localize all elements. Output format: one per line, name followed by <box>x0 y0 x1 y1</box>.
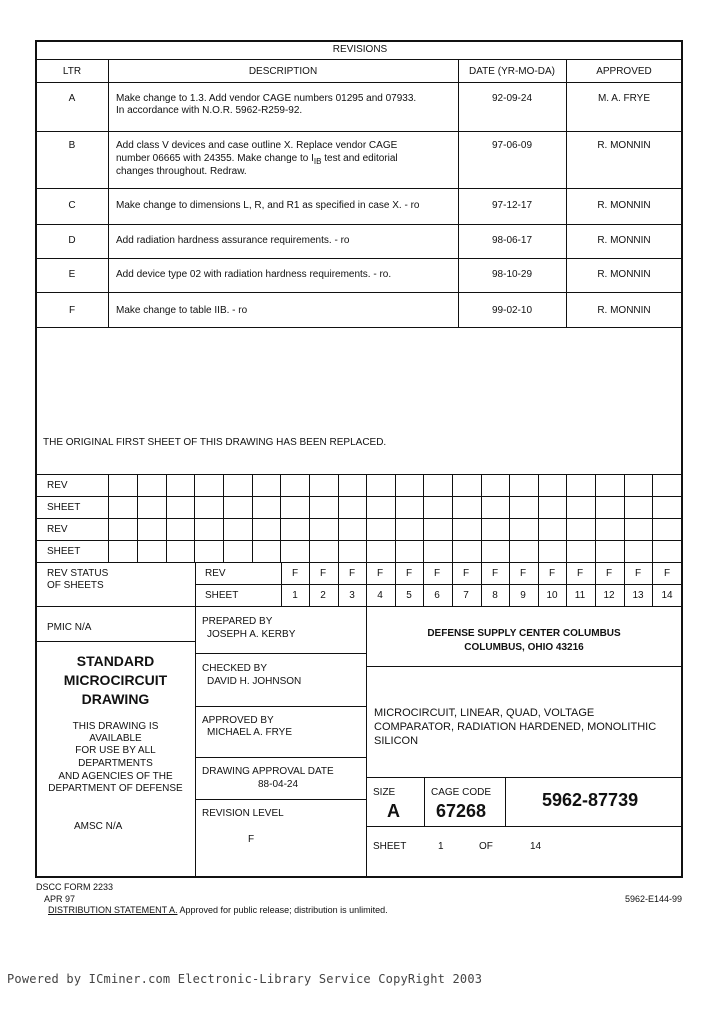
rev-letter: C <box>68 200 76 211</box>
revisions-title: REVISIONS <box>332 44 388 55</box>
approved-name: MICHAEL A. FRYE <box>207 727 293 738</box>
rev-approver: R. MONNIN <box>597 140 651 151</box>
drawing-title-line: MICROCIRCUIT, LINEAR, QUAD, VOLTAGE <box>374 707 595 719</box>
sheet-number-cell: 14 <box>661 590 673 601</box>
rev-description-line: number 06665 with 24355. Make change to $I_{IB}$ test and editorial <box>116 153 398 166</box>
approval-date-label: DRAWING APPROVAL DATE <box>202 766 334 777</box>
col-description-header: DESCRIPTION <box>248 66 318 77</box>
availability-line: THIS DRAWING IS <box>72 721 159 732</box>
sheet-number-cell: 1 <box>292 590 298 601</box>
approved-label: APPROVED BY <box>202 715 274 726</box>
rev-status-label: OF SHEETS <box>47 580 104 591</box>
agency-address: COLUMBUS, OHIO 43216 <box>464 642 584 653</box>
availability-line: DEPARTMENT OF DEFENSE <box>48 783 183 794</box>
rev-description-line: Make change to dimensions L, R, and R1 as specified in case X. - ro <box>116 200 420 211</box>
rev-row-label: REV <box>205 568 226 579</box>
rev-description-line: Make change to table IIB. - ro <box>116 305 248 316</box>
availability-line: FOR USE BY ALL <box>75 745 156 756</box>
cage-value: 67268 <box>436 801 487 821</box>
rev-description-line: Add device type 02 with radiation hardness requirements. - ro. <box>116 269 392 280</box>
sheet-number-cell: 5 <box>406 590 412 601</box>
rev-status-cell: F <box>519 568 527 579</box>
distribution-statement <box>48 905 388 915</box>
rev-approver: R. MONNIN <box>597 305 651 316</box>
rev-description-line: In accordance with N.O.R. 5962-R259-92. <box>116 105 303 116</box>
sheet-number-cell: 4 <box>377 590 383 601</box>
sheet-row-label: SHEET <box>47 546 81 557</box>
rev-date: 92-09-24 <box>491 93 533 104</box>
checked-label: CHECKED BY <box>202 663 268 674</box>
sheet-number-cell: 6 <box>434 590 440 601</box>
sheet-number-cell: 3 <box>349 590 355 601</box>
sheet-label: SHEET <box>373 841 407 852</box>
sheet-number-cell: 12 <box>603 590 615 601</box>
rev-status-label: REV STATUS <box>47 568 109 579</box>
form-date: APR 97 <box>44 894 76 904</box>
revision-level-label: REVISION LEVEL <box>202 808 284 819</box>
distribution-text: Approved for public release; distribution is unlimited. <box>177 905 388 915</box>
of-label: OF <box>479 841 493 852</box>
rev-status-cell: F <box>462 568 470 579</box>
sheet-number-cell: 10 <box>546 590 558 601</box>
rev-letter: D <box>68 235 76 246</box>
distribution-label: DISTRIBUTION STATEMENT A. <box>48 905 178 915</box>
drawing-title-line: COMPARATOR, RADIATION HARDENED, MONOLITHIC <box>374 721 657 733</box>
rev-status-cell: F <box>433 568 441 579</box>
revision-level: F <box>248 834 255 845</box>
powered-by-watermark: Powered by ICminer.com Electronic-Library Service CopyRight 2003 <box>7 972 483 986</box>
availability-line: AND AGENCIES OF THE <box>58 771 173 782</box>
rev-description-line: Make change to 1.3. Add vendor CAGE numbers 01295 and 07933. <box>116 93 417 104</box>
rev-status-cell: F <box>376 568 384 579</box>
sheet-number-cell: 9 <box>520 590 526 601</box>
sheet-number-cell: 11 <box>574 590 586 601</box>
rev-status-cell: F <box>634 568 642 579</box>
rev-description-line: changes throughout. Redraw. <box>116 166 247 177</box>
rev-description-line: Add class V devices and case outline X. Replace vendor CAGE <box>116 140 398 151</box>
rev-letter: A <box>68 93 76 104</box>
rev-date: 98-10-29 <box>491 269 533 280</box>
rev-status-cell: F <box>605 568 613 579</box>
rev-status-cell: F <box>548 568 556 579</box>
col-ltr-header: LTR <box>62 66 82 77</box>
rev-row-label: REV <box>47 480 68 491</box>
size-label: SIZE <box>373 787 396 798</box>
replaced-note: THE ORIGINAL FIRST SHEET OF THIS DRAWING HAS BEEN REPLACED. <box>43 437 387 448</box>
standard-title: MICROCIRCUIT <box>63 672 168 688</box>
pmic-label: PMIC N/A <box>47 622 92 633</box>
rev-approver: R. MONNIN <box>597 200 651 211</box>
document-code: 5962-E144-99 <box>625 894 683 904</box>
sheet-row-label: SHEET <box>205 590 239 601</box>
availability-line: AVAILABLE <box>89 733 142 744</box>
rev-date: 98-06-17 <box>491 235 533 246</box>
rev-status-cell: F <box>291 568 299 579</box>
availability-line: DEPARTMENTS <box>78 758 153 769</box>
rev-status-cell: F <box>663 568 671 579</box>
rev-date: 97-06-09 <box>491 140 533 151</box>
rev-description-line: Add radiation hardness assurance requirements. - ro <box>116 235 350 246</box>
form-number: DSCC FORM 2233 <box>36 882 114 892</box>
amsc-label: AMSC N/A <box>74 821 123 832</box>
size-value: A <box>387 801 400 821</box>
prepared-label: PREPARED BY <box>202 616 273 627</box>
prepared-name: JOSEPH A. KERBY <box>207 629 296 640</box>
drawing-number: 5962-87739 <box>542 790 639 810</box>
standard-title: DRAWING <box>81 691 150 707</box>
standard-title: STANDARD <box>76 653 155 669</box>
sheet-number-cell: 8 <box>492 590 498 601</box>
rev-status-cell: F <box>319 568 327 579</box>
drawing-title-line: SILICON <box>374 735 419 747</box>
agency-name: DEFENSE SUPPLY CENTER COLUMBUS <box>427 628 621 639</box>
sheet-total: 14 <box>530 841 542 852</box>
rev-letter: B <box>68 140 76 151</box>
sheet-number: 1 <box>438 841 444 852</box>
rev-approver: R. MONNIN <box>597 235 651 246</box>
rev-date: 99-02-10 <box>491 305 533 316</box>
col-date-header: DATE (YR-MO-DA) <box>469 66 555 77</box>
rev-row-label: REV <box>47 524 68 535</box>
approval-date: 88-04-24 <box>258 779 299 790</box>
rev-status-cell: F <box>348 568 356 579</box>
rev-date: 97-12-17 <box>491 200 533 211</box>
sheet-number-cell: 7 <box>463 590 469 601</box>
rev-letter: E <box>68 269 76 280</box>
rev-status-cell: F <box>576 568 584 579</box>
col-approved-header: APPROVED <box>596 66 652 77</box>
rev-approver: R. MONNIN <box>597 269 651 280</box>
rev-status-cell: F <box>491 568 499 579</box>
rev-approver: M. A. FRYE <box>597 93 651 104</box>
sheet-number-cell: 13 <box>632 590 644 601</box>
sheet-row-label: SHEET <box>47 502 81 513</box>
cage-label: CAGE CODE <box>431 787 492 798</box>
sheet-number-cell: 2 <box>320 590 326 601</box>
rev-status-cell: F <box>405 568 413 579</box>
checked-name: DAVID H. JOHNSON <box>207 676 302 687</box>
rev-letter: F <box>68 305 76 316</box>
